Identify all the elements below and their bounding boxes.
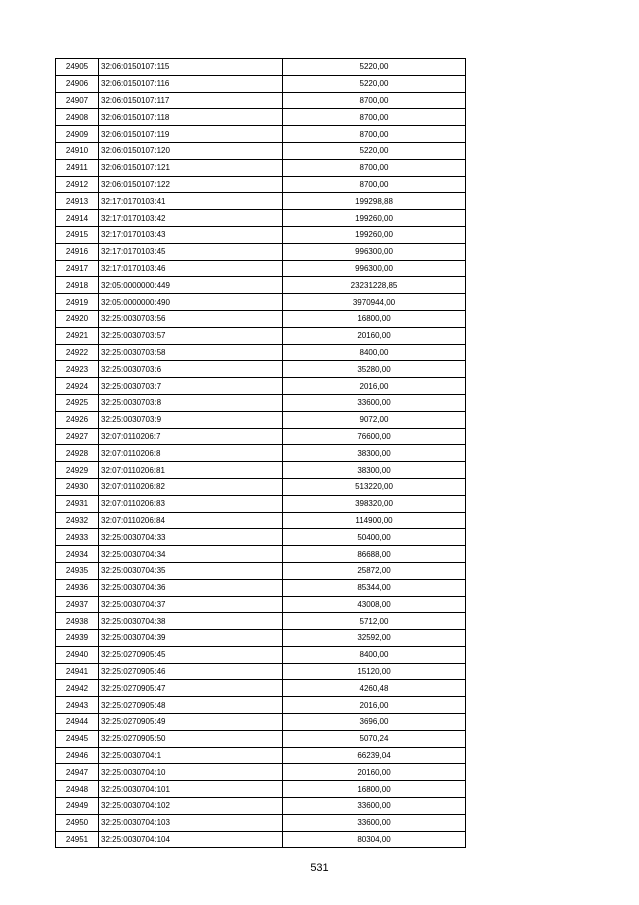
row-number-cell: 24920 [56,310,99,327]
row-number-cell: 24912 [56,176,99,193]
value-cell: 38300,00 [283,462,466,479]
value-cell: 50400,00 [283,529,466,546]
table-row [56,243,466,260]
value-cell: 8700,00 [283,126,466,143]
value-cell: 5220,00 [283,59,466,76]
row-number-cell: 24937 [56,596,99,613]
table-row [56,411,466,428]
value-cell: 86688,00 [283,546,466,563]
cadastral-number-cell: 32:07:0110206:7 [99,428,283,445]
cadastral-number-cell: 32:25:0030704:102 [99,798,283,815]
row-number-cell: 24940 [56,646,99,663]
value-cell: 33600,00 [283,814,466,831]
cadastral-number-cell: 32:25:0030703:58 [99,344,283,361]
cadastral-number-cell: 32:25:0030704:34 [99,546,283,563]
cadastral-number-cell: 32:25:0270905:49 [99,714,283,731]
cadastral-number-cell: 32:25:0030703:9 [99,411,283,428]
row-number-cell: 24950 [56,814,99,831]
table-row [56,92,466,109]
table-row [56,747,466,764]
row-number-cell: 24923 [56,361,99,378]
cadastral-number-cell: 32:25:0030704:103 [99,814,283,831]
table-row [56,59,466,76]
value-cell: 33600,00 [283,798,466,815]
table-row [56,327,466,344]
row-number-cell: 24908 [56,109,99,126]
row-number-cell: 24946 [56,747,99,764]
value-cell: 199260,00 [283,226,466,243]
value-cell: 32592,00 [283,630,466,647]
value-cell: 3970944,00 [283,294,466,311]
cadastral-number-cell: 32:25:0270905:50 [99,730,283,747]
cadastral-number-cell: 32:06:0150107:118 [99,109,283,126]
row-number-cell: 24926 [56,411,99,428]
row-number-cell: 24915 [56,226,99,243]
cadastral-number-cell: 32:25:0270905:46 [99,663,283,680]
value-cell: 199298,88 [283,193,466,210]
value-cell: 398320,00 [283,495,466,512]
cadastral-number-cell: 32:06:0150107:121 [99,159,283,176]
table-row [56,445,466,462]
table-row [56,294,466,311]
table-row [56,478,466,495]
table-row [56,176,466,193]
table-row [56,697,466,714]
cadastral-number-cell: 32:25:0030704:37 [99,596,283,613]
table-row [56,226,466,243]
value-cell: 199260,00 [283,210,466,227]
cadastral-number-cell: 32:07:0110206:83 [99,495,283,512]
value-cell: 5220,00 [283,75,466,92]
value-cell: 8700,00 [283,159,466,176]
table-row [56,562,466,579]
cadastral-number-cell: 32:06:0150107:116 [99,75,283,92]
row-number-cell: 24941 [56,663,99,680]
cadastral-number-cell: 32:07:0110206:81 [99,462,283,479]
row-number-cell: 24922 [56,344,99,361]
value-cell: 25872,00 [283,562,466,579]
value-cell: 114900,00 [283,512,466,529]
cadastral-number-cell: 32:06:0150107:120 [99,142,283,159]
row-number-cell: 24951 [56,831,99,848]
value-cell: 8700,00 [283,92,466,109]
cadastral-number-cell: 32:25:0030703:7 [99,378,283,395]
value-cell: 15120,00 [283,663,466,680]
row-number-cell: 24910 [56,142,99,159]
row-number-cell: 24906 [56,75,99,92]
table-row [56,781,466,798]
cadastral-number-cell: 32:17:0170103:43 [99,226,283,243]
table-row [56,310,466,327]
row-number-cell: 24909 [56,126,99,143]
value-cell: 996300,00 [283,260,466,277]
value-cell: 2016,00 [283,378,466,395]
table-row [56,210,466,227]
table-row [56,428,466,445]
cadastral-number-cell: 32:25:0030704:38 [99,613,283,630]
table-row [56,277,466,294]
value-cell: 16800,00 [283,310,466,327]
value-cell: 5220,00 [283,142,466,159]
table-row [56,75,466,92]
cadastral-number-cell: 32:25:0030704:104 [99,831,283,848]
table-row [56,814,466,831]
table-row [56,378,466,395]
table-row [56,193,466,210]
cadastral-number-cell: 32:17:0170103:41 [99,193,283,210]
table-row [56,495,466,512]
cadastral-number-cell: 32:25:0030704:101 [99,781,283,798]
table-row [56,512,466,529]
value-cell: 23231228,85 [283,277,466,294]
cadastral-number-cell: 32:25:0030704:33 [99,529,283,546]
row-number-cell: 24924 [56,378,99,395]
table-row [56,142,466,159]
value-cell: 35280,00 [283,361,466,378]
row-number-cell: 24933 [56,529,99,546]
value-cell: 16800,00 [283,781,466,798]
value-cell: 85344,00 [283,579,466,596]
row-number-cell: 24928 [56,445,99,462]
value-cell: 9072,00 [283,411,466,428]
value-cell: 80304,00 [283,831,466,848]
table-row [56,646,466,663]
table-row [56,126,466,143]
row-number-cell: 24930 [56,478,99,495]
cadastral-number-cell: 32:25:0030703:57 [99,327,283,344]
value-cell: 8400,00 [283,344,466,361]
cadastral-number-cell: 32:17:0170103:46 [99,260,283,277]
cadastral-number-cell: 32:25:0270905:47 [99,680,283,697]
data-table [55,58,466,848]
table-row [56,344,466,361]
table-row [56,579,466,596]
table-row [56,663,466,680]
value-cell: 3696,00 [283,714,466,731]
row-number-cell: 24921 [56,327,99,344]
row-number-cell: 24948 [56,781,99,798]
value-cell: 20160,00 [283,764,466,781]
row-number-cell: 24945 [56,730,99,747]
row-number-cell: 24938 [56,613,99,630]
table-row [56,462,466,479]
row-number-cell: 24905 [56,59,99,76]
table-body [56,59,466,848]
row-number-cell: 24911 [56,159,99,176]
row-number-cell: 24944 [56,714,99,731]
cadastral-number-cell: 32:25:0030704:10 [99,764,283,781]
value-cell: 20160,00 [283,327,466,344]
table-row [56,529,466,546]
cadastral-number-cell: 32:17:0170103:42 [99,210,283,227]
row-number-cell: 24919 [56,294,99,311]
row-number-cell: 24907 [56,92,99,109]
value-cell: 8700,00 [283,109,466,126]
cadastral-number-cell: 32:07:0110206:8 [99,445,283,462]
value-cell: 43008,00 [283,596,466,613]
table-row [56,798,466,815]
table-row [56,546,466,563]
table-row [56,394,466,411]
table-row [56,714,466,731]
cadastral-number-cell: 32:05:0000000:449 [99,277,283,294]
cadastral-number-cell: 32:06:0150107:122 [99,176,283,193]
cadastral-number-cell: 32:06:0150107:119 [99,126,283,143]
row-number-cell: 24917 [56,260,99,277]
row-number-cell: 24936 [56,579,99,596]
cadastral-number-cell: 32:07:0110206:84 [99,512,283,529]
value-cell: 33600,00 [283,394,466,411]
table-row [56,596,466,613]
cadastral-number-cell: 32:06:0150107:117 [99,92,283,109]
cadastral-number-cell: 32:25:0030704:36 [99,579,283,596]
cadastral-number-cell: 32:25:0270905:45 [99,646,283,663]
cadastral-number-cell: 32:07:0110206:82 [99,478,283,495]
table-row [56,109,466,126]
cadastral-number-cell: 32:25:0270905:48 [99,697,283,714]
cadastral-number-cell: 32:25:0030704:39 [99,630,283,647]
table-row [56,831,466,848]
value-cell: 38300,00 [283,445,466,462]
value-cell: 5070,24 [283,730,466,747]
table-row [56,613,466,630]
row-number-cell: 24916 [56,243,99,260]
table-row [56,159,466,176]
row-number-cell: 24949 [56,798,99,815]
value-cell: 996300,00 [283,243,466,260]
table-row [56,361,466,378]
cadastral-number-cell: 32:25:0030704:35 [99,562,283,579]
cadastral-number-cell: 32:25:0030703:6 [99,361,283,378]
value-cell: 513220,00 [283,478,466,495]
table-row [56,630,466,647]
value-cell: 66239,04 [283,747,466,764]
cadastral-number-cell: 32:25:0030703:8 [99,394,283,411]
row-number-cell: 24931 [56,495,99,512]
table-row [56,680,466,697]
row-number-cell: 24939 [56,630,99,647]
row-number-cell: 24914 [56,210,99,227]
row-number-cell: 24942 [56,680,99,697]
row-number-cell: 24927 [56,428,99,445]
value-cell: 8700,00 [283,176,466,193]
table-row [56,260,466,277]
cadastral-number-cell: 32:05:0000000:490 [99,294,283,311]
page-number: 531 [310,862,329,874]
row-number-cell: 24918 [56,277,99,294]
cadastral-number-cell: 32:25:0030704:1 [99,747,283,764]
cadastral-number-cell: 32:25:0030703:56 [99,310,283,327]
cadastral-number-cell: 32:06:0150107:115 [99,59,283,76]
row-number-cell: 24929 [56,462,99,479]
value-cell: 5712,00 [283,613,466,630]
row-number-cell: 24925 [56,394,99,411]
table-row [56,730,466,747]
value-cell: 4260,48 [283,680,466,697]
value-cell: 8400,00 [283,646,466,663]
value-cell: 2016,00 [283,697,466,714]
value-cell: 76600,00 [283,428,466,445]
table-row [56,764,466,781]
row-number-cell: 24935 [56,562,99,579]
row-number-cell: 24934 [56,546,99,563]
row-number-cell: 24947 [56,764,99,781]
row-number-cell: 24932 [56,512,99,529]
cadastral-number-cell: 32:17:0170103:45 [99,243,283,260]
row-number-cell: 24943 [56,697,99,714]
row-number-cell: 24913 [56,193,99,210]
